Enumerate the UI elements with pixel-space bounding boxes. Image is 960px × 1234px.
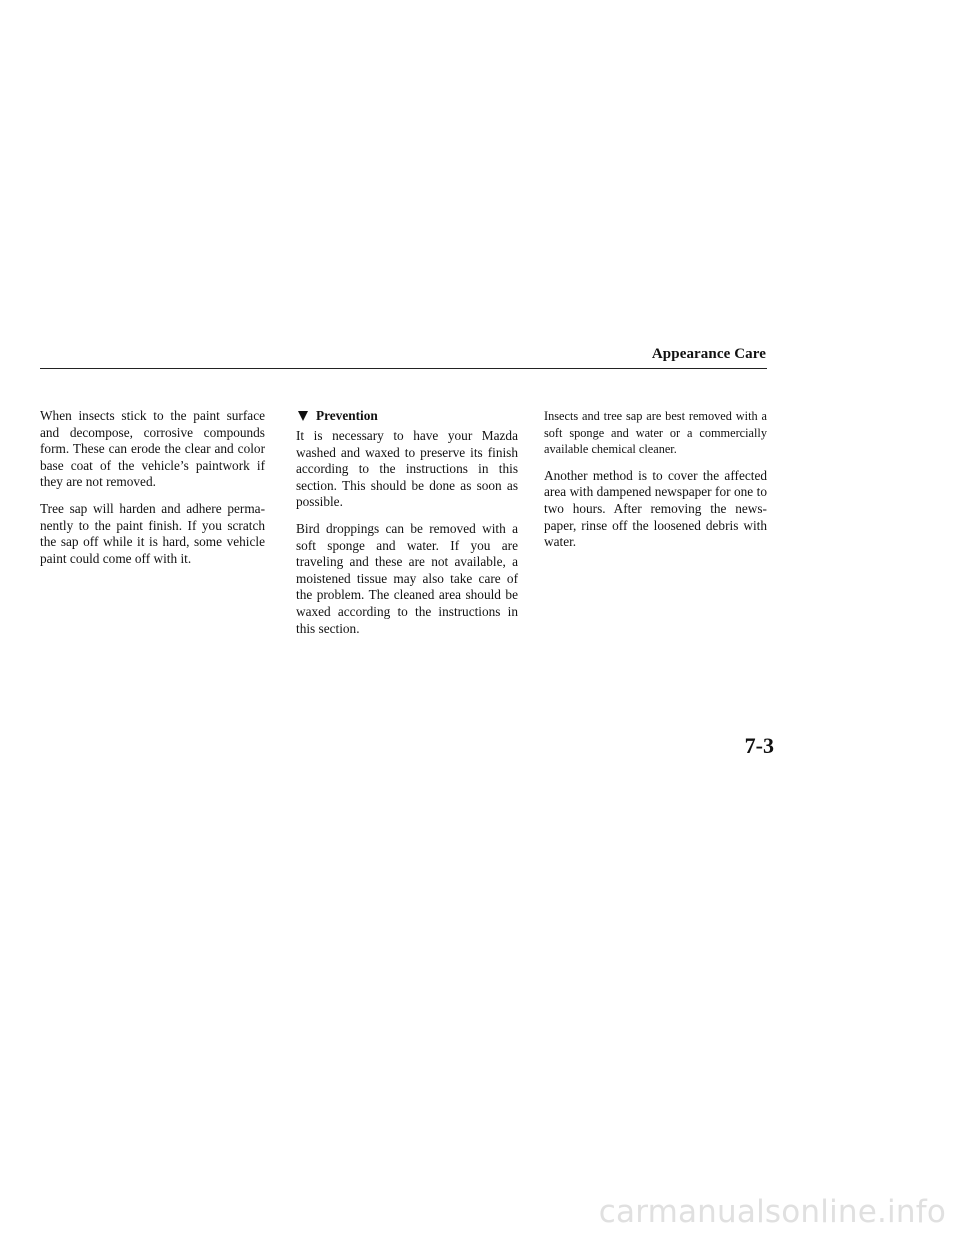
- paragraph-tree-sap: Tree sap will harden and adhere perma-nently to the paint finish. If you scratch the sap off while it is hard, some vehicle paint could come off with it.: [40, 500, 265, 566]
- prevention-heading: [296, 408, 518, 424]
- paragraph-newspaper-method: Another method is to cover the affected area with dampened newspaper for one to two hours. After removing the news-paper, rinse off the loosened debris with water.: [544, 467, 767, 550]
- paragraph-bird-droppings: Bird droppings can be removed with a soft sponge and water. If you are traveling and these are not available, a moistened tissue may also take care of the problem. The cleaned area should be waxed according to the instructions in this section.: [296, 520, 518, 636]
- paragraph-wash-wax: It is necessary to have your Mazda washed and waxed to preserve its finish according to the instructions in this section. This should be done as soon as possible.: [296, 428, 518, 510]
- column-middle: [296, 408, 518, 647]
- page-number: 7-3: [744, 733, 774, 758]
- column-right: [544, 408, 767, 561]
- section-title: Appearance Care: [651, 346, 766, 362]
- paragraph-removal: Insects and tree sap are best removed with a soft sponge and water or a commercially available chemical cleaner.: [544, 409, 767, 457]
- header-divider: [40, 368, 767, 369]
- triangle-bullet-icon: [298, 411, 308, 421]
- prevention-heading-label: Prevention: [316, 408, 378, 423]
- watermark: carmanualsonline.info: [598, 1194, 946, 1230]
- column-left: [40, 408, 265, 577]
- paragraph-insects: When insects stick to the paint surface and decompose, corrosive compounds form. These can erode the clear and color base coat of the vehicle’s paintwork if they are not removed.: [40, 408, 265, 490]
